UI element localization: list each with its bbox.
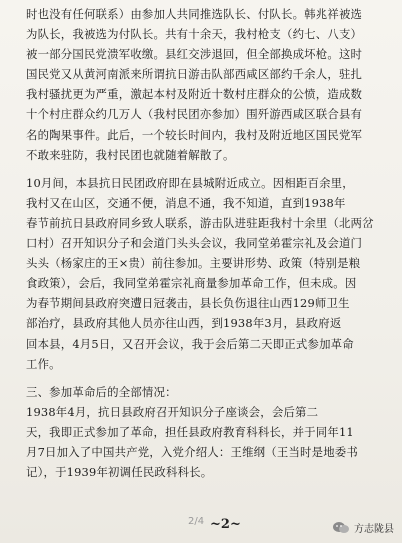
text-line-12: 春节前抗日县政府同乡致人联系，游击队进驻距我村十余里（北两岔 xyxy=(26,215,374,230)
text-line-2: 为队长，我被选为付队长。共有十余天，我村枪支（约七、八支） xyxy=(26,27,363,42)
text-line-23: 天，我即正式参加了革命，担任县政府教育科科长，并于同年11 xyxy=(26,424,354,439)
text-line-8: 不敢来驻防，我村民团也就随着解散了。 xyxy=(26,147,235,162)
text-line-3: 被一部分国民党溃军收缴。县红交涉退回，但全部换成坏枪。这时 xyxy=(26,47,363,62)
watermark xyxy=(332,520,394,535)
watermark-text: 方志陇县 xyxy=(354,524,394,535)
wechat-icon xyxy=(332,521,350,535)
text-line-15: 食政策），会后，我同堂弟霍宗礼商量参加革命工作，但未成。因 xyxy=(26,276,357,291)
document-body xyxy=(26,4,386,482)
text-line-6: 十个村庄群众约几万人（我村民团亦参加）围歼游西咸区联合县有 xyxy=(26,107,363,122)
text-line-16: 为春节期间县政府突遭日冠袭击，县长负伤退往山西129师卫生 xyxy=(26,296,350,311)
paragraph-gap xyxy=(26,374,386,382)
text-line-25: 记），于1939年初调任民政科科长。 xyxy=(26,465,213,480)
text-line-18: 回本县，4月5日，又召开会议，我于会后第二天即正式参加革命 xyxy=(26,336,354,351)
text-line-1: 时也没有任何联系）由参加人共同推选队长、付队长。韩兆祥被选 xyxy=(26,7,363,21)
text-line-7: 名的陶果事件。此后，一个较长时间内，我村及附近地区国民党军 xyxy=(26,127,363,142)
text-line-24: 月7日加入了中国共产党，入党介绍人：王维纲（王当时是地委书 xyxy=(26,444,358,459)
paragraph-gap xyxy=(26,165,386,173)
text-line-5: 我村骚扰更为严重，激起本村及附近十数村庄群众的公愤，造成数 xyxy=(26,87,363,102)
text-line-11: 我村又在山区，交通不便，消息不通，我不知道，直到1938年 xyxy=(26,195,346,210)
text-line-4: 国民党又从黄河南派来所谓抗日游击队部西咸区部约千余人，驻扎 xyxy=(26,67,363,82)
text-line-22: 1938年4月，抗日县政府召开知识分子座谈会，会后第二 xyxy=(26,404,319,419)
text-line-17: 部治疗，县政府其他人员亦往山西，到1938年3月，县政府返 xyxy=(26,316,342,331)
text-line-13: 口村）召开知识分子和会道门头头会议，我同堂弟霍宗礼及会道门 xyxy=(26,236,363,251)
text-line-10: 10月间，本县抗日民团政府即在县城附近成立。因相距百余里， xyxy=(26,175,354,190)
text-line-19: 工作。 xyxy=(26,356,61,371)
page-indicator: 2/4 xyxy=(188,516,205,527)
text-line-14: 头头（杨家庄的王×贵）前往参加。主要讲形势、政策（特别是粮 xyxy=(26,256,361,271)
section-heading: 三、参加革命后的全部情况： xyxy=(26,384,177,399)
page-number: ~2~ xyxy=(210,517,241,532)
